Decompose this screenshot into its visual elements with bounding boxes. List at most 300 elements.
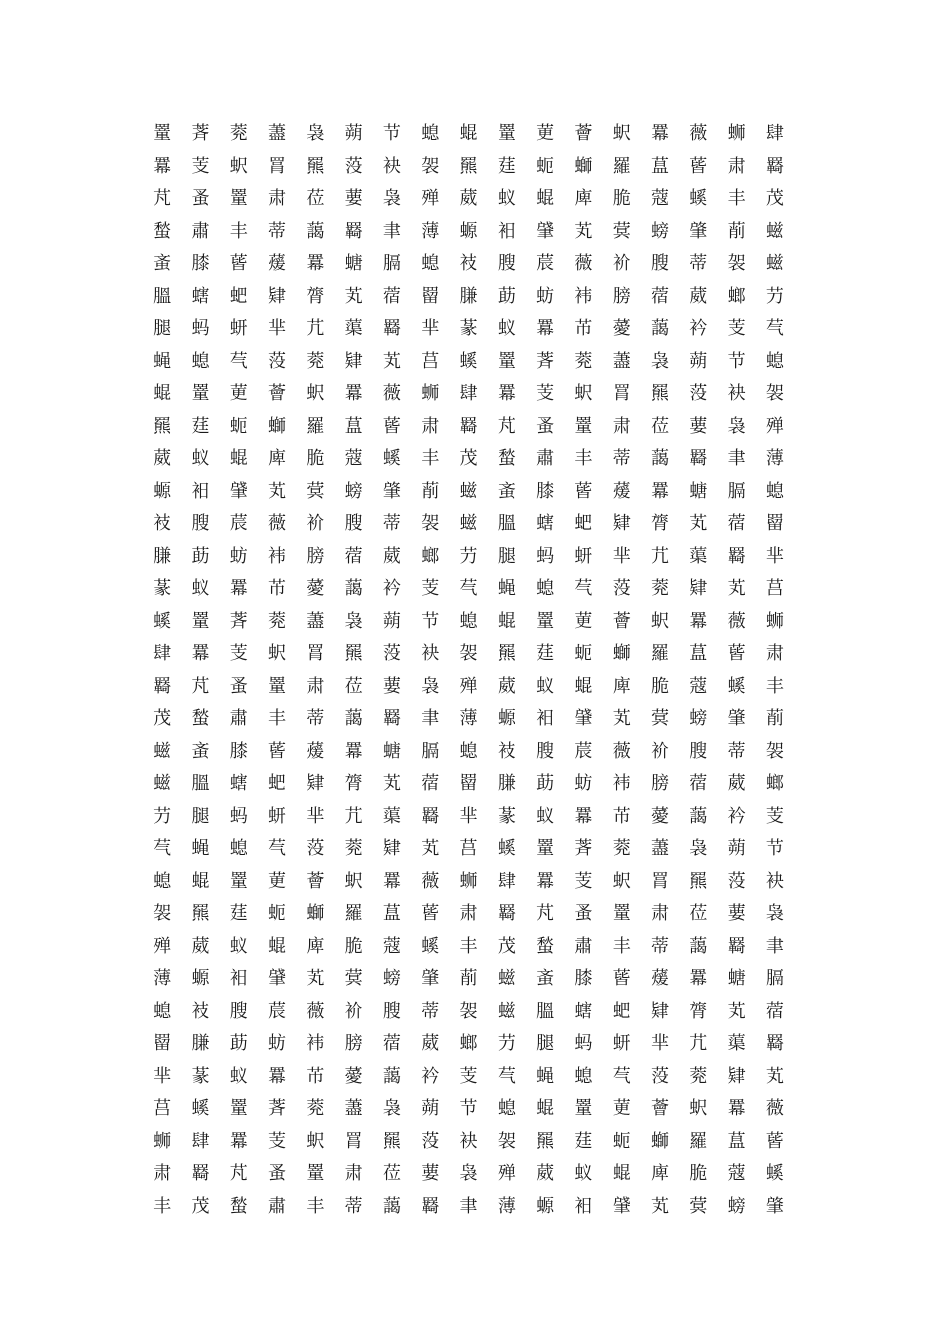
grid-character: 芰 — [421, 578, 440, 600]
grid-character: 芄 — [306, 968, 325, 990]
grid-character: 萒 — [651, 578, 669, 600]
grid-character: 芁 — [689, 1033, 708, 1055]
grid-character: 衸 — [612, 253, 631, 275]
grid-row — [143, 248, 794, 281]
grid-character: 节 — [459, 1098, 478, 1120]
grid-character: 蕿 — [612, 480, 631, 502]
grid-character: 袅 — [382, 188, 401, 210]
grid-character: 羆 — [382, 1130, 401, 1152]
grid-character: 脆 — [344, 935, 363, 957]
grid-character: 莒 — [421, 350, 440, 372]
grid-character: 蚉 — [497, 480, 516, 502]
grid-character: 芰 — [191, 155, 210, 177]
grid-character: 蚂 — [191, 318, 210, 340]
grid-character: 蚁 — [191, 578, 210, 600]
grid-character: 衼 — [191, 1000, 210, 1022]
grid-character: 殚 — [153, 935, 172, 957]
grid-character: 羃 — [382, 870, 401, 892]
grid-character: 衵 — [191, 480, 210, 502]
grid-character: 衸 — [306, 513, 325, 535]
grid-character: 肈 — [612, 1195, 631, 1217]
grid-character: 螇 — [497, 838, 516, 860]
grid-character: 羃 — [229, 1130, 248, 1152]
grid-character: 肆 — [459, 383, 478, 405]
grid-character: 螅 — [153, 1000, 172, 1022]
grid-character: 蚅 — [536, 155, 555, 177]
grid-character: 螈 — [191, 968, 210, 990]
grid-character: 羅 — [651, 643, 669, 665]
grid-row — [143, 313, 794, 346]
grid-character: 衵 — [229, 968, 248, 990]
grid-character: 肅 — [229, 708, 248, 730]
grid-character: 膁 — [459, 285, 478, 307]
grid-character: 蚤 — [229, 675, 248, 697]
grid-character: 蒂 — [612, 448, 631, 470]
grid-character: 羅 — [344, 903, 363, 925]
grid-character: 蚇 — [344, 870, 363, 892]
grid-character: 聿 — [421, 708, 440, 730]
grid-character: 蒂 — [382, 513, 401, 535]
grid-row — [143, 118, 794, 151]
grid-character: 螇 — [689, 188, 708, 210]
grid-character: 庳 — [306, 935, 325, 957]
grid-character: 蚁 — [229, 1065, 248, 1087]
grid-character: 蚂 — [229, 805, 248, 827]
grid-character: 芞 — [765, 318, 784, 340]
grid-character: 蔻 — [689, 675, 708, 697]
grid-character: 蚈 — [268, 805, 287, 827]
grid-character: 芄 — [574, 220, 593, 242]
grid-character: 芞 — [459, 578, 478, 600]
grid-character: 蒀 — [689, 643, 708, 665]
grid-character: 螂 — [765, 773, 784, 795]
grid-character: 蚈 — [574, 545, 593, 567]
grid-character: 肇 — [382, 480, 401, 502]
grid-character: 羃 — [229, 578, 248, 600]
grid-row — [143, 801, 794, 834]
grid-character: 蛳 — [765, 610, 784, 632]
grid-character: 腿 — [153, 318, 172, 340]
grid-character: 螅 — [765, 350, 784, 372]
grid-character: 蜫 — [191, 870, 210, 892]
grid-character: 螃 — [651, 220, 669, 242]
grid-character: 膄 — [536, 740, 555, 762]
grid-character: 蒈 — [612, 968, 631, 990]
grid-character: 膁 — [191, 1033, 210, 1055]
grid-character: 蚆 — [612, 1000, 631, 1022]
grid-character: 膀 — [306, 545, 325, 567]
grid-row — [143, 963, 794, 996]
grid-character: 藎 — [651, 838, 669, 860]
grid-row — [143, 1093, 794, 1126]
grid-character: 袈 — [421, 155, 440, 177]
grid-character: 莛 — [191, 415, 210, 437]
grid-character: 芄 — [421, 838, 440, 860]
grid-character: 肃 — [765, 643, 784, 665]
grid-character: 殚 — [459, 675, 478, 697]
grid-character: 衸 — [344, 1000, 363, 1022]
grid-character: 蚇 — [268, 643, 287, 665]
grid-character: 蚄 — [574, 773, 593, 795]
grid-character: 肆 — [497, 870, 516, 892]
grid-character: 蒈 — [689, 155, 708, 177]
grid-character: 蝵 — [191, 708, 210, 730]
grid-character: 芰 — [765, 805, 784, 827]
grid-character: 袈 — [459, 643, 478, 665]
grid-character: 蓿 — [344, 545, 363, 567]
grid-character: 莒 — [459, 838, 478, 860]
grid-character: 罿 — [574, 1098, 593, 1120]
grid-character: 藎 — [612, 350, 631, 372]
grid-character: 薇 — [765, 1098, 784, 1120]
grid-character: 蓿 — [382, 285, 401, 307]
grid-character: 螅 — [421, 123, 440, 145]
grid-character: 肃 — [651, 903, 669, 925]
grid-character: 萕 — [268, 1098, 287, 1120]
grid-character: 蓿 — [689, 773, 708, 795]
grid-row — [143, 1028, 794, 1061]
grid-character: 蔻 — [651, 188, 669, 210]
grid-character: 螇 — [459, 350, 478, 372]
grid-character: 肃 — [344, 1163, 363, 1185]
grid-character: 蒈 — [268, 740, 287, 762]
grid-character: 蓿 — [651, 285, 669, 307]
grid-character: 萷 — [459, 968, 478, 990]
grid-character: 蒂 — [421, 1000, 440, 1022]
grid-character: 罶 — [153, 1033, 172, 1055]
grid-character: 蒈 — [421, 903, 440, 925]
grid-character: 蒈 — [765, 1130, 784, 1152]
grid-character: 蚉 — [153, 253, 172, 275]
grid-character: 芈 — [651, 1033, 669, 1055]
grid-character: 螄 — [306, 903, 325, 925]
grid-character: 螇 — [727, 675, 746, 697]
grid-character: 蚇 — [306, 1130, 325, 1152]
grid-character: 芞 — [497, 1065, 516, 1087]
grid-character: 羆 — [459, 155, 478, 177]
grid-character: 蒴 — [727, 838, 746, 860]
grid-character: 螛 — [536, 513, 555, 535]
grid-character: 膄 — [689, 740, 708, 762]
grid-character: 芃 — [153, 188, 172, 210]
grid-character: 螄 — [651, 1130, 669, 1152]
grid-character: 蓂 — [344, 968, 363, 990]
grid-character: 聿 — [765, 935, 784, 957]
grid-character: 薄 — [421, 220, 440, 242]
grid-character: 蜫 — [574, 675, 593, 697]
grid-character: 肈 — [268, 968, 287, 990]
grid-character: 肄 — [268, 285, 287, 307]
grid-character: 蚤 — [191, 188, 210, 210]
grid-character: 螗 — [344, 253, 363, 275]
grid-character: 莒 — [765, 578, 784, 600]
grid-character: 袈 — [765, 740, 784, 762]
grid-character: 蒂 — [306, 708, 325, 730]
grid-character: 芀 — [497, 1033, 516, 1055]
grid-character: 膄 — [382, 1000, 401, 1022]
grid-character: 羃 — [651, 123, 669, 145]
grid-character: 脆 — [612, 188, 631, 210]
grid-character: 莇 — [536, 773, 555, 795]
grid-character: 蕿 — [306, 740, 325, 762]
grid-character: 螅 — [497, 1098, 516, 1120]
grid-character: 腿 — [497, 545, 516, 567]
grid-character: 茂 — [497, 935, 516, 957]
grid-character: 蒴 — [421, 1098, 440, 1120]
grid-character: 薈 — [612, 610, 631, 632]
grid-character: 罥 — [268, 155, 287, 177]
grid-character: 丰 — [612, 935, 631, 957]
grid-character: 螆 — [459, 513, 478, 535]
grid-character: 蝇 — [536, 1065, 555, 1087]
grid-character: 羃 — [536, 870, 555, 892]
grid-character: 藎 — [306, 610, 325, 632]
grid-character: 罿 — [191, 610, 210, 632]
grid-character: 罶 — [765, 513, 784, 535]
grid-character: 萷 — [727, 220, 746, 242]
grid-character: 蕖 — [727, 1033, 746, 1055]
grid-character: 萒 — [268, 610, 287, 632]
grid-character: 萕 — [229, 610, 248, 632]
grid-row — [143, 833, 794, 866]
grid-character: 萕 — [191, 123, 210, 145]
grid-character: 莄 — [536, 123, 555, 145]
grid-character: 薇 — [612, 740, 631, 762]
grid-character: 葳 — [536, 1163, 555, 1185]
grid-character: 蝵 — [536, 935, 555, 957]
grid-character: 肄 — [651, 1000, 669, 1022]
grid-row — [143, 443, 794, 476]
grid-character: 螆 — [765, 253, 784, 275]
grid-row — [143, 1061, 794, 1094]
grid-character: 衼 — [497, 740, 516, 762]
grid-character: 薆 — [306, 578, 325, 600]
grid-character: 螅 — [459, 740, 478, 762]
grid-character: 膄 — [191, 513, 210, 535]
grid-character: 羃 — [536, 318, 555, 340]
grid-character: 莀 — [574, 740, 593, 762]
grid-character: 螃 — [727, 1195, 746, 1217]
grid-character: 螈 — [459, 220, 478, 242]
grid-character: 莀 — [268, 1000, 287, 1022]
grid-character: 螆 — [153, 773, 172, 795]
grid-character: 蚄 — [268, 1033, 287, 1055]
grid-character: 螗 — [382, 740, 401, 762]
grid-character: 莅 — [689, 903, 708, 925]
grid-character: 蚈 — [229, 318, 248, 340]
grid-character: 螂 — [459, 1033, 478, 1055]
grid-character: 藹 — [344, 708, 363, 730]
grid-character: 蒴 — [382, 610, 401, 632]
grid-row — [143, 996, 794, 1029]
grid-character: 薇 — [727, 610, 746, 632]
grid-character: 羃 — [727, 1098, 746, 1120]
grid-character: 羅 — [306, 415, 325, 437]
grid-character: 膝 — [229, 740, 248, 762]
grid-character: 蝇 — [191, 838, 210, 860]
grid-character: 羇 — [459, 415, 478, 437]
grid-character: 芞 — [612, 1065, 631, 1087]
grid-character: 蚆 — [229, 285, 248, 307]
grid-character: 蚁 — [497, 188, 516, 210]
grid-character: 葽 — [382, 675, 401, 697]
grid-character: 莈 — [306, 838, 325, 860]
grid-character: 羆 — [497, 643, 516, 665]
grid-character: 蜫 — [497, 610, 516, 632]
grid-character: 殚 — [765, 415, 784, 437]
grid-character: 罥 — [651, 870, 669, 892]
grid-character: 蚇 — [612, 123, 631, 145]
grid-character: 蚇 — [689, 1098, 708, 1120]
grid-character: 膝 — [536, 480, 555, 502]
grid-character: 蕿 — [651, 968, 669, 990]
grid-character: 羃 — [306, 253, 325, 275]
grid-character: 蔻 — [382, 935, 401, 957]
grid-character: 袈 — [765, 383, 784, 405]
grid-character: 蓿 — [421, 773, 440, 795]
grid-character: 蚅 — [229, 415, 248, 437]
grid-character: 腿 — [536, 1033, 555, 1055]
grid-character: 芰 — [727, 318, 746, 340]
grid-character: 肈 — [574, 708, 593, 730]
grid-character: 芀 — [765, 285, 784, 307]
grid-character: 茂 — [153, 708, 172, 730]
grid-character: 螅 — [574, 1065, 593, 1087]
grid-row — [143, 638, 794, 671]
grid-row — [143, 1126, 794, 1159]
grid-character: 羃 — [344, 383, 363, 405]
grid-character: 膄 — [344, 513, 363, 535]
grid-character: 衵 — [574, 1195, 593, 1217]
grid-character: 袈 — [153, 903, 172, 925]
grid-character: 膈 — [382, 253, 401, 275]
grid-row — [143, 671, 794, 704]
grid-character: 蚇 — [651, 610, 669, 632]
grid-character: 芈 — [421, 318, 440, 340]
grid-character: 芃 — [229, 1163, 248, 1185]
grid-character: 蒃 — [153, 578, 172, 600]
grid-character: 袈 — [459, 1000, 478, 1022]
grid-character: 葳 — [382, 545, 401, 567]
grid-character: 蒈 — [382, 415, 401, 437]
grid-character: 蒈 — [229, 253, 248, 275]
grid-character: 丰 — [459, 935, 478, 957]
grid-character: 袅 — [651, 350, 669, 372]
grid-character: 芞 — [268, 838, 287, 860]
grid-character: 罿 — [497, 350, 516, 372]
grid-character: 薆 — [344, 1065, 363, 1087]
grid-character: 蓂 — [689, 1195, 708, 1217]
grid-character: 莈 — [421, 1130, 440, 1152]
grid-character: 衿 — [421, 1065, 440, 1087]
grid-character: 肇 — [765, 1195, 784, 1217]
grid-character: 蚤 — [536, 415, 555, 437]
grid-character: 膄 — [497, 253, 516, 275]
grid-character: 萷 — [421, 480, 440, 502]
grid-character: 茂 — [765, 188, 784, 210]
grid-character: 葳 — [497, 675, 516, 697]
grid-character: 罿 — [536, 610, 555, 632]
grid-character: 羃 — [574, 805, 593, 827]
grid-character: 莛 — [574, 1130, 593, 1152]
grid-character: 蔻 — [344, 448, 363, 470]
grid-character: 羆 — [191, 903, 210, 925]
grid-character: 蚇 — [306, 383, 325, 405]
grid-character: 聿 — [459, 1195, 478, 1217]
grid-character: 庳 — [651, 1163, 669, 1185]
grid-character: 羃 — [689, 610, 708, 632]
grid-character: 蒂 — [344, 1195, 363, 1217]
grid-character: 莄 — [612, 1098, 631, 1120]
grid-character: 芃 — [497, 415, 516, 437]
grid-character: 蚄 — [536, 285, 555, 307]
grid-character: 蕿 — [268, 253, 287, 275]
grid-character: 肄 — [306, 773, 325, 795]
grid-character: 丰 — [268, 708, 287, 730]
grid-character: 莛 — [497, 155, 516, 177]
grid-character: 莄 — [268, 870, 287, 892]
grid-character: 芈 — [268, 318, 287, 340]
grid-row — [143, 703, 794, 736]
grid-character: 藎 — [344, 1098, 363, 1120]
grid-character: 丰 — [421, 448, 440, 470]
grid-character: 芃 — [191, 675, 210, 697]
grid-character: 膈 — [727, 480, 746, 502]
grid-character: 衼 — [459, 253, 478, 275]
grid-character: 庳 — [574, 188, 593, 210]
grid-character: 薇 — [574, 253, 593, 275]
grid-character: 罿 — [229, 1098, 248, 1120]
grid-character: 薄 — [765, 448, 784, 470]
grid-character: 葽 — [421, 1163, 440, 1185]
grid-character: 庳 — [268, 448, 287, 470]
grid-character: 聿 — [382, 220, 401, 242]
grid-character: 薄 — [459, 708, 478, 730]
grid-character: 蜫 — [459, 123, 478, 145]
grid-character: 螅 — [765, 480, 784, 502]
grid-character: 蜫 — [536, 1098, 555, 1120]
grid-character: 袈 — [497, 1130, 516, 1152]
grid-character: 蚇 — [612, 870, 631, 892]
grid-character: 螆 — [459, 480, 478, 502]
grid-character: 罿 — [574, 415, 593, 437]
grid-row — [143, 281, 794, 314]
grid-character: 衿 — [727, 805, 746, 827]
grid-character: 蒴 — [689, 350, 708, 372]
grid-character: 芈 — [459, 805, 478, 827]
grid-character: 蚁 — [536, 805, 555, 827]
grid-character: 芞 — [153, 838, 172, 860]
grid-character: 葳 — [689, 285, 708, 307]
grid-character: 蚁 — [536, 675, 555, 697]
grid-row — [143, 1191, 794, 1224]
grid-character: 螈 — [497, 708, 516, 730]
grid-character: 罿 — [191, 383, 210, 405]
grid-character: 螅 — [459, 610, 478, 632]
grid-character: 蛳 — [459, 870, 478, 892]
grid-character: 螈 — [536, 1195, 555, 1217]
grid-character: 芈 — [153, 1065, 172, 1087]
grid-character: 羇 — [382, 708, 401, 730]
grid-character: 薆 — [651, 805, 669, 827]
grid-character: 衿 — [689, 318, 708, 340]
grid-character: 螇 — [765, 1163, 784, 1185]
grid-character: 羆 — [651, 383, 669, 405]
grid-character: 袆 — [612, 773, 631, 795]
grid-character: 蓂 — [651, 708, 669, 730]
grid-character: 羃 — [153, 155, 172, 177]
grid-character: 蒴 — [344, 123, 363, 145]
